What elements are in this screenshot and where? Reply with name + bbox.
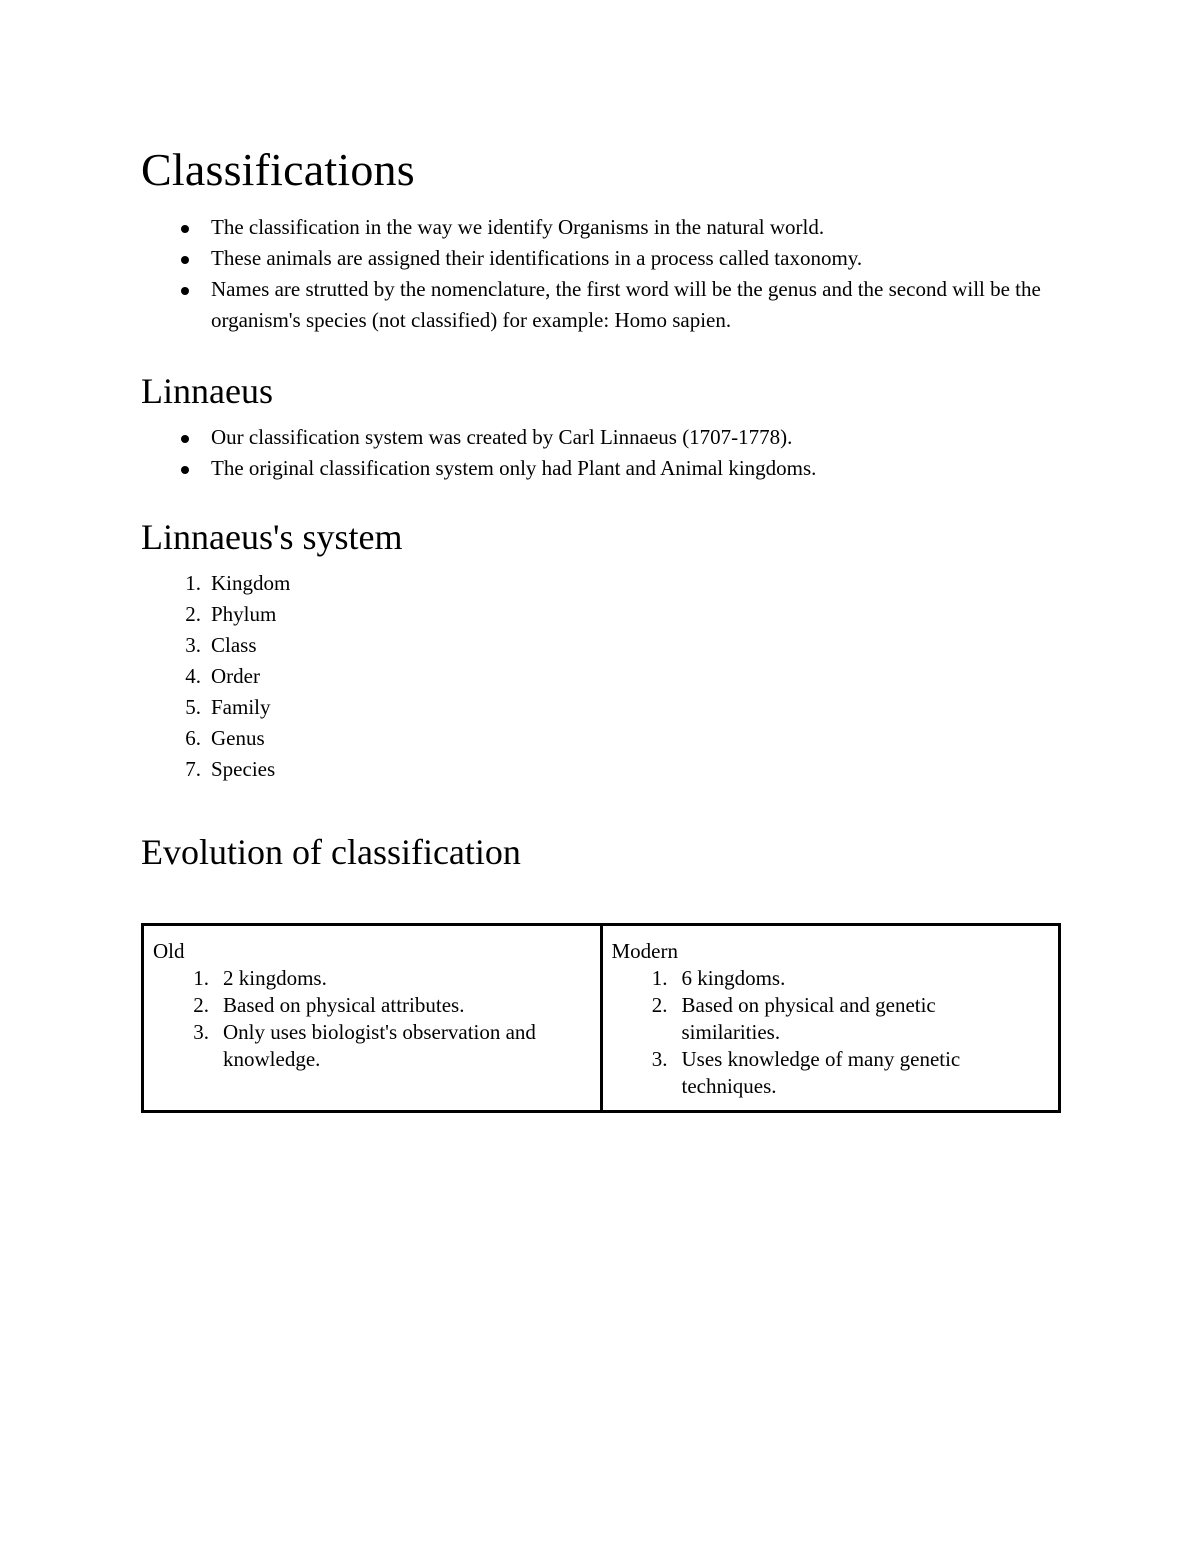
list-item: [612, 965, 1049, 992]
list-item: [141, 422, 1061, 453]
list-number: 6.: [185, 726, 201, 750]
list-item: [141, 568, 1061, 599]
list-item: [141, 212, 1061, 243]
heading-evolution: Evolution of classification: [141, 832, 521, 872]
list-item: [141, 754, 1061, 785]
list-item-text: Phylum: [211, 602, 277, 626]
table-cell-old: [143, 925, 602, 1112]
list-item-text: Our classification system was created by Carl Linnaeus (1707-1778).: [211, 425, 793, 449]
list-item: [612, 992, 1049, 1046]
list-item: [141, 274, 1061, 336]
list-item: [141, 661, 1061, 692]
list-item-text: 6 kingdoms.: [681, 966, 786, 990]
list-item: [141, 243, 1061, 274]
list-item-text: Order: [211, 664, 260, 688]
list-item-text: Uses knowledge of many genetic techniques.: [681, 1047, 961, 1098]
list-item-text: Genus: [211, 726, 265, 750]
bullet-icon: [181, 256, 189, 264]
list-item-text: Class: [211, 633, 257, 657]
list-number: 3.: [185, 633, 201, 657]
list-number: 7.: [185, 757, 201, 781]
list-number: 3.: [193, 1020, 209, 1044]
table-cell-modern: [601, 925, 1060, 1112]
list-item-text: Names are strutted by the nomenclature, the first word will be the genus and the second will be the organism's species (not classified) for example: Homo sapien.: [211, 277, 1041, 332]
list-number: 1.: [651, 966, 668, 990]
list-number: 2.: [651, 993, 668, 1017]
list-item: [141, 453, 1061, 484]
list-item-text: Family: [211, 695, 271, 719]
bullet-icon: [181, 225, 189, 233]
heading-classifications: Classifications: [141, 144, 415, 195]
list-number: 1.: [185, 571, 201, 595]
document-content: [141, 140, 1061, 1113]
list-item-text: Species: [211, 757, 276, 781]
list-number: 3.: [651, 1047, 668, 1071]
list-item-text: The original classification system only had Plant and Animal kingdoms.: [211, 456, 817, 480]
cell-heading-old: Old: [153, 939, 185, 963]
bullet-icon: [181, 287, 189, 295]
linnaeus-system-list: [141, 568, 1061, 785]
list-item: [612, 1046, 1049, 1100]
list-number: 4.: [185, 664, 201, 688]
list-item: [153, 992, 590, 1019]
list-item-text: Based on physical and genetic similarities.: [681, 993, 936, 1044]
cell-heading-modern: Modern: [611, 939, 678, 963]
list-item-text: The classification in the way we identify Organisms in the natural world.: [211, 215, 825, 239]
list-number: 2.: [185, 602, 201, 626]
list-item-text: Only uses biologist's observation and knowledge.: [223, 1020, 536, 1071]
table-row: [143, 925, 1060, 1112]
list-item-text: 2 kingdoms.: [223, 966, 327, 990]
list-number: 1.: [193, 966, 209, 990]
heading-linnaeus-system: Linnaeus's system: [141, 517, 403, 557]
list-number: 2.: [193, 993, 209, 1017]
list-item-text: These animals are assigned their identifications in a process called taxonomy.: [211, 246, 863, 270]
comparison-table: [141, 923, 1061, 1113]
list-item: [153, 965, 590, 992]
list-item-text: Kingdom: [211, 571, 291, 595]
heading-linnaeus: Linnaeus: [141, 371, 273, 411]
list-item: [141, 630, 1061, 661]
linnaeus-bullet-list: [141, 422, 1061, 484]
bullet-icon: [181, 435, 189, 443]
list-item: [153, 1019, 590, 1073]
list-item-text: Based on physical attributes.: [223, 993, 465, 1017]
list-item: [141, 692, 1061, 723]
bullet-icon: [181, 466, 189, 474]
classifications-bullet-list: [141, 212, 1061, 336]
list-number: 5.: [185, 695, 201, 719]
list-item: [141, 599, 1061, 630]
list-item: [141, 723, 1061, 754]
